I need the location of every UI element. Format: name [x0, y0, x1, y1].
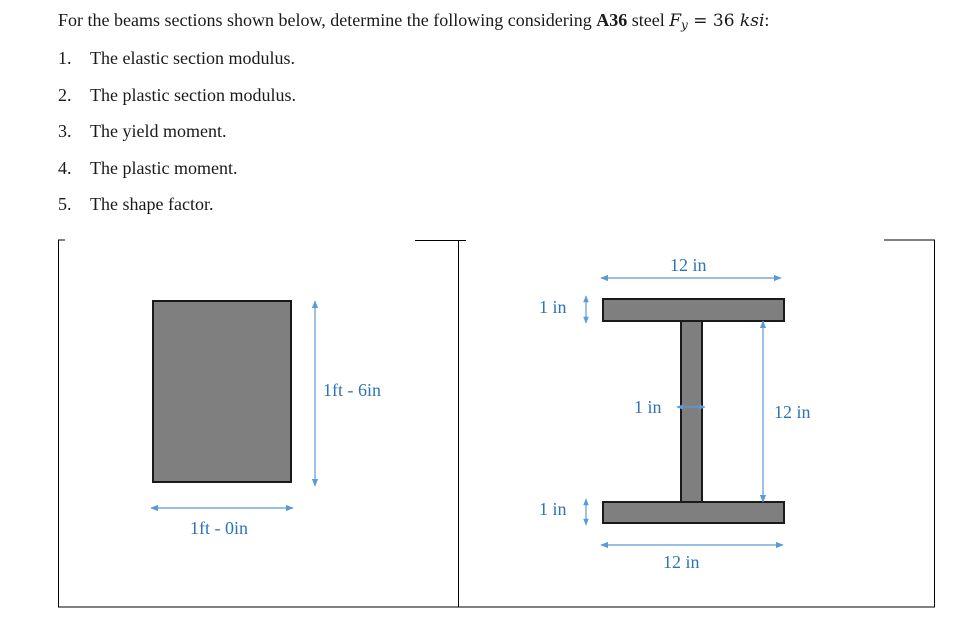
- steel-grade: A36: [596, 10, 628, 30]
- task-item: 1. The elastic section modulus.: [58, 48, 295, 68]
- fy-value: 36: [712, 11, 735, 31]
- bottom-flange: [603, 502, 784, 523]
- web: [681, 321, 702, 502]
- task-item: 4. The plastic moment.: [58, 157, 238, 178]
- intro-text-steel: steel: [627, 10, 670, 30]
- bottom-flange-thickness-label: 1 in: [539, 499, 567, 519]
- rect-width-label: 1ft - 0in: [190, 518, 248, 538]
- top-flange: [603, 299, 784, 321]
- task-item: 5. The shape factor.: [58, 194, 214, 214]
- top-flange-thickness-label: 1 in: [539, 297, 567, 317]
- fy-subscript: y: [681, 18, 688, 32]
- task-item: 2. The plastic section modulus.: [58, 84, 296, 105]
- fy-unit: ksi: [739, 11, 765, 31]
- rectangular-section: [151, 301, 381, 538]
- rect-section-shape: [153, 301, 291, 482]
- web-height-label: 12 in: [774, 402, 811, 422]
- task-item: 3. The yield moment.: [58, 121, 227, 141]
- i-section: [539, 255, 811, 572]
- rect-height-label: 1ft - 6in: [323, 380, 381, 400]
- intro-text: For the beams sections shown below, determine the following considering: [58, 10, 597, 30]
- top-flange-width-label: 12 in: [670, 255, 707, 275]
- intro-end: :: [764, 10, 770, 30]
- bottom-flange-width-label: 12 in: [663, 552, 700, 572]
- web-thickness-label: 1 in: [634, 397, 662, 417]
- fy-symbol: F: [669, 11, 682, 31]
- fy-equals: =: [687, 11, 713, 31]
